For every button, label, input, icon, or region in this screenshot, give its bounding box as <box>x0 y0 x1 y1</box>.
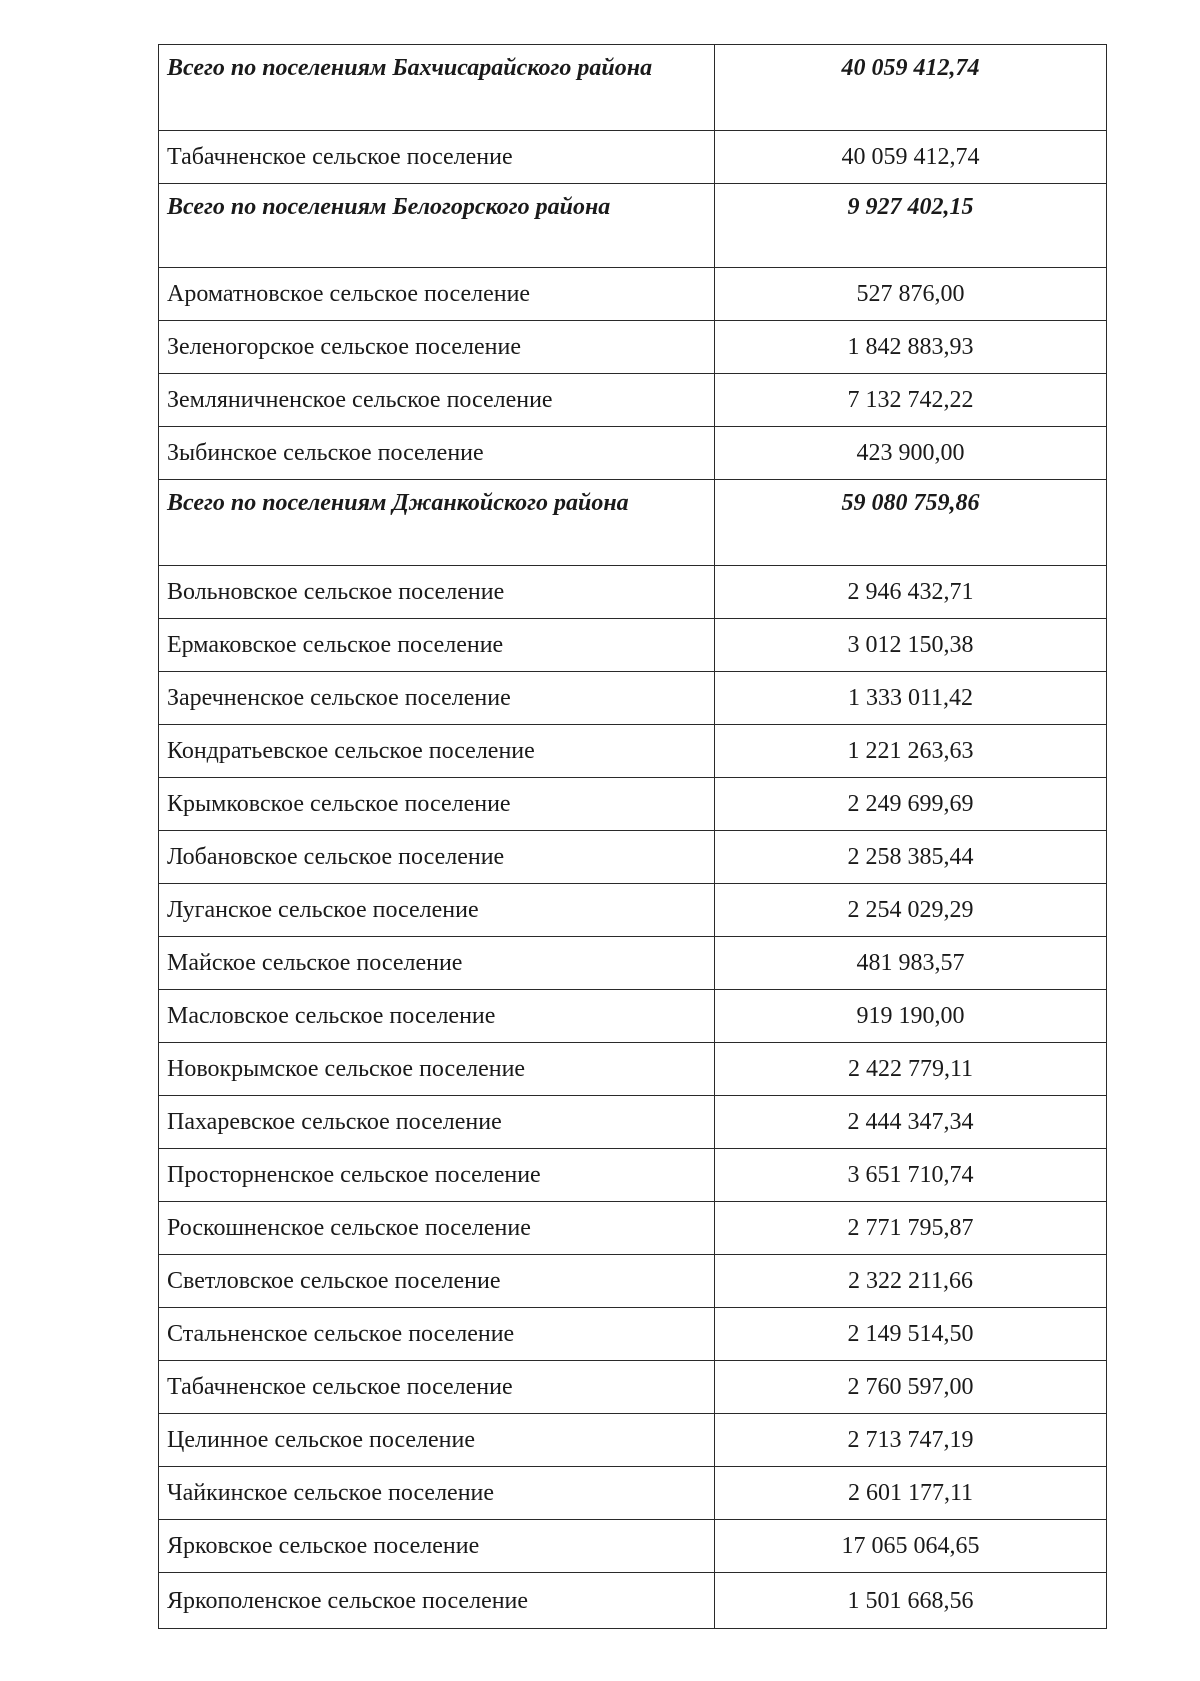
settlement-name: Луганское сельское поселение <box>159 884 715 937</box>
table-row <box>159 1043 1107 1096</box>
settlement-name: Новокрымское сельское поселение <box>159 1043 715 1096</box>
settlement-amount: 423 900,00 <box>715 427 1107 480</box>
settlement-name: Зеленогорское сельское поселение <box>159 321 715 374</box>
settlement-amount: 2 713 747,19 <box>715 1414 1107 1467</box>
table-body <box>159 45 1107 1629</box>
settlement-amount: 1 333 011,42 <box>715 672 1107 725</box>
settlement-name: Ярковское сельское поселение <box>159 1520 715 1573</box>
settlement-name: Майское сельское поселение <box>159 937 715 990</box>
table-row <box>159 884 1107 937</box>
table-row <box>159 1361 1107 1414</box>
settlement-amount: 2 771 795,87 <box>715 1202 1107 1255</box>
table-row <box>159 321 1107 374</box>
settlement-name: Заречненское сельское поселение <box>159 672 715 725</box>
district-total-name: Всего по поселениям Джанкойского района <box>159 480 715 566</box>
table-row <box>159 1096 1107 1149</box>
settlement-amount: 2 149 514,50 <box>715 1308 1107 1361</box>
table-row <box>159 374 1107 427</box>
settlement-name: Табачненское сельское поселение <box>159 131 715 184</box>
settlement-name: Масловское сельское поселение <box>159 990 715 1043</box>
settlement-amount: 481 983,57 <box>715 937 1107 990</box>
settlement-name: Ароматновское сельское поселение <box>159 268 715 321</box>
table-row <box>159 1308 1107 1361</box>
settlement-name: Яркополенское сельское поселение <box>159 1573 715 1629</box>
settlement-amount: 1 501 668,56 <box>715 1573 1107 1629</box>
table-row <box>159 1149 1107 1202</box>
table-row <box>159 778 1107 831</box>
table-row <box>159 427 1107 480</box>
settlements-budget-table <box>158 44 1107 1629</box>
settlement-amount: 2 444 347,34 <box>715 1096 1107 1149</box>
table-row <box>159 1202 1107 1255</box>
table-row <box>159 268 1107 321</box>
settlement-name: Зыбинское сельское поселение <box>159 427 715 480</box>
table-row <box>159 1520 1107 1573</box>
settlement-amount: 2 760 597,00 <box>715 1361 1107 1414</box>
district-total-row <box>159 480 1107 566</box>
district-total-row <box>159 184 1107 268</box>
settlement-amount: 919 190,00 <box>715 990 1107 1043</box>
settlement-amount: 40 059 412,74 <box>715 131 1107 184</box>
settlement-amount: 2 258 385,44 <box>715 831 1107 884</box>
table-row <box>159 1255 1107 1308</box>
settlement-amount: 17 065 064,65 <box>715 1520 1107 1573</box>
table-row <box>159 831 1107 884</box>
settlement-name: Целинное сельское поселение <box>159 1414 715 1467</box>
table-row <box>159 1467 1107 1520</box>
table-row <box>159 1573 1107 1629</box>
settlement-amount: 3 651 710,74 <box>715 1149 1107 1202</box>
settlement-amount: 2 254 029,29 <box>715 884 1107 937</box>
district-total-amount: 9 927 402,15 <box>715 184 1107 268</box>
settlement-name: Ермаковское сельское поселение <box>159 619 715 672</box>
table-row <box>159 937 1107 990</box>
settlement-name: Табачненское сельское поселение <box>159 1361 715 1414</box>
settlement-amount: 3 012 150,38 <box>715 619 1107 672</box>
district-total-name: Всего по поселениям Белогорского района <box>159 184 715 268</box>
settlement-name: Стальненское сельское поселение <box>159 1308 715 1361</box>
settlement-name: Вольновское сельское поселение <box>159 566 715 619</box>
table-row <box>159 725 1107 778</box>
settlement-amount: 2 422 779,11 <box>715 1043 1107 1096</box>
settlement-amount: 527 876,00 <box>715 268 1107 321</box>
settlement-amount: 7 132 742,22 <box>715 374 1107 427</box>
settlement-amount: 2 249 699,69 <box>715 778 1107 831</box>
settlement-name: Светловское сельское поселение <box>159 1255 715 1308</box>
settlement-name: Чайкинское сельское поселение <box>159 1467 715 1520</box>
settlement-name: Роскошненское сельское поселение <box>159 1202 715 1255</box>
settlement-name: Пахаревское сельское поселение <box>159 1096 715 1149</box>
settlement-amount: 2 946 432,71 <box>715 566 1107 619</box>
table-row <box>159 990 1107 1043</box>
district-total-name: Всего по поселениям Бахчисарайского района <box>159 45 715 131</box>
table-row <box>159 131 1107 184</box>
district-total-amount: 40 059 412,74 <box>715 45 1107 131</box>
settlement-amount: 1 842 883,93 <box>715 321 1107 374</box>
settlement-amount: 2 322 211,66 <box>715 1255 1107 1308</box>
table-row <box>159 619 1107 672</box>
settlement-name: Крымковское сельское поселение <box>159 778 715 831</box>
district-total-amount: 59 080 759,86 <box>715 480 1107 566</box>
settlement-name: Лобановское сельское поселение <box>159 831 715 884</box>
settlement-name: Кондратьевское сельское поселение <box>159 725 715 778</box>
settlement-name: Просторненское сельское поселение <box>159 1149 715 1202</box>
table-row <box>159 566 1107 619</box>
settlement-name: Земляничненское сельское поселение <box>159 374 715 427</box>
settlement-amount: 1 221 263,63 <box>715 725 1107 778</box>
settlement-amount: 2 601 177,11 <box>715 1467 1107 1520</box>
table-row <box>159 672 1107 725</box>
table-row <box>159 1414 1107 1467</box>
district-total-row <box>159 45 1107 131</box>
